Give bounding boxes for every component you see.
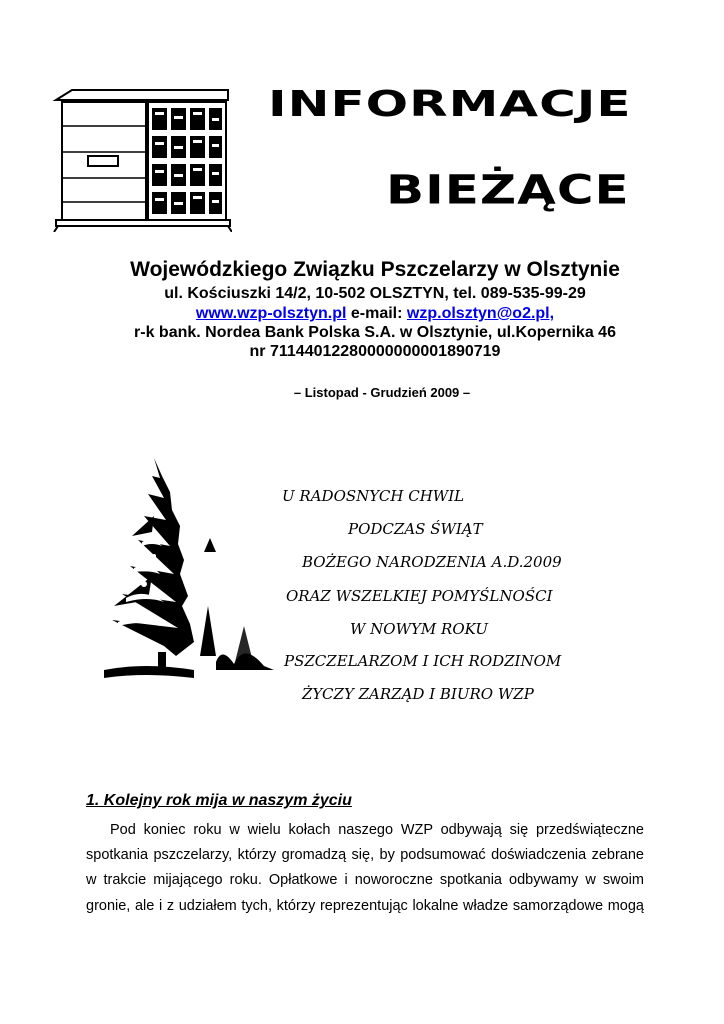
banner-title-line1: INFORMACJE [268,83,632,125]
greeting-line: PSZCZELARZOM I ICH RODZINOM [284,652,562,670]
greeting-line: ŻYCZY ZARZĄD I BIURO WZP [302,685,534,703]
article-text-line: Pod koniec roku w wielu kołach naszego WZP odbywają się przedświąteczne [110,822,644,838]
organization-address: ul. Kościuszki 14/2, 10-502 OLSZTYN, tel. 089-535-99-29 [164,285,586,302]
greeting-line: ORAZ WSZELKIEJ POMYŚLNOŚCI [286,587,553,605]
beehive-illustration [52,86,232,232]
contact-line [0,305,724,323]
website-link[interactable]: www.wzp-olsztyn.pl [195,305,347,322]
greeting-line: W NOWYM ROKU [350,620,488,638]
issue-date: – Listopad - Grudzień 2009 – [293,385,471,400]
bank-account: nr 71144012280000000001890719 [249,343,501,360]
greeting-line: U RADOSNYCH CHWIL [282,487,465,505]
christmas-tree-illustration [104,456,280,692]
greeting-line: PODCZAS ŚWIĄT [348,520,483,538]
email-link[interactable]: wzp.olsztyn@o2.pl, [406,305,555,322]
article-text-line: gronie, ale i z udziałem tych, którzy reprezentując lokalne władze samorządowe mogą [86,898,644,914]
organization-name: Wojewódzkiego Związku Pszczelarzy w Olsztynie [130,258,620,281]
bank-info: r-k bank. Nordea Bank Polska S.A. w Olsztynie, ul.Kopernika 46 [134,324,616,341]
article-title: 1. Kolejny rok mija w naszym życiu [86,792,352,809]
article-text-line: w trakcie mijającego roku. Opłatkowe i noworoczne spotkania odbywamy w swoim [86,872,644,888]
email-label: e-mail: [346,305,407,322]
article-text-line: spotkania pszczelarzy, którzy gromadzą się, by podsumować doświadczenia zebrane [86,847,644,863]
greeting-line: BOŻEGO NARODZENIA A.D.2009 [302,553,562,571]
banner-title-line2: BIEŻĄCE [386,166,630,214]
